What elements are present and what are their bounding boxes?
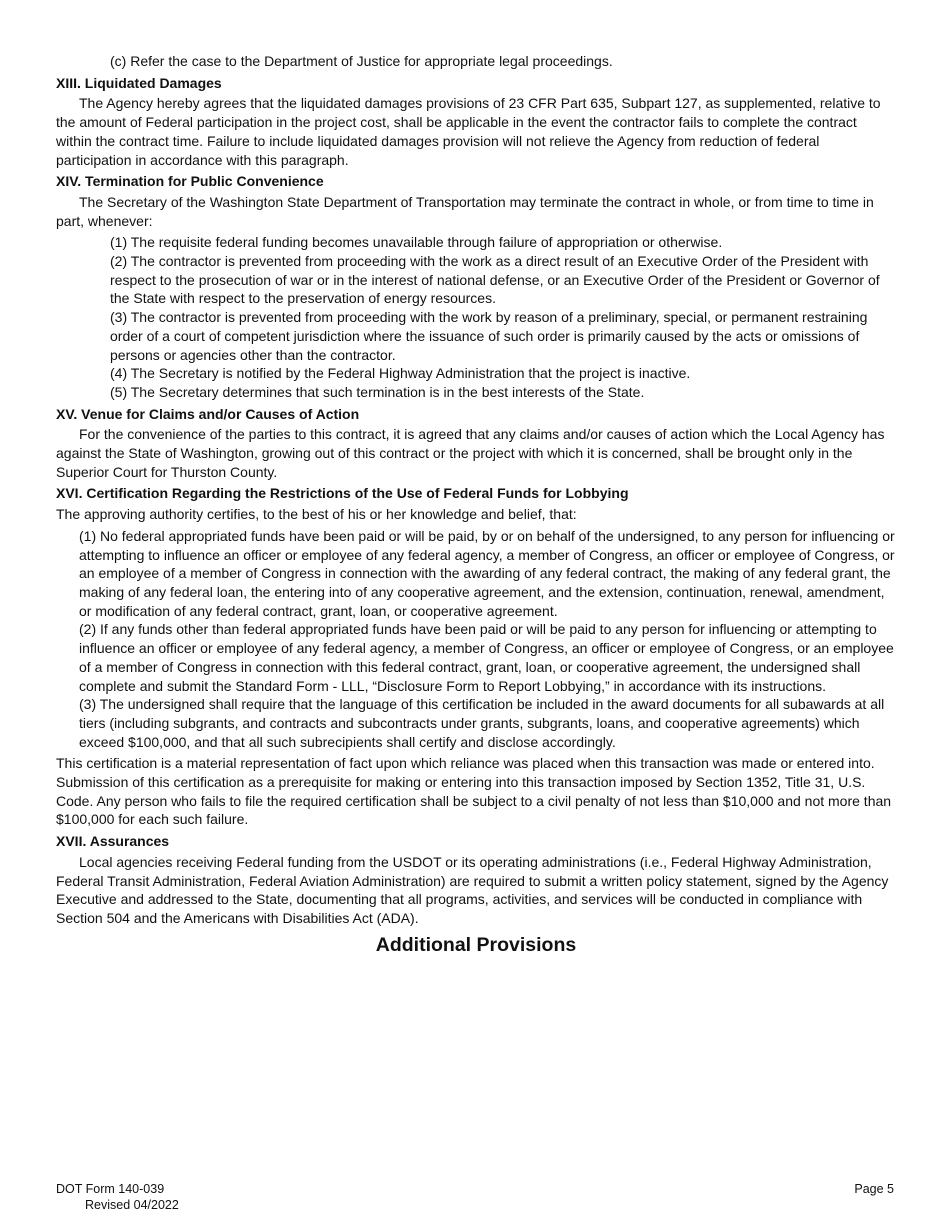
list-item: (3) The undersigned shall require that the language of this certification be included in the award documents for all subawards at all tiers (including subgrants, and contracts and subcontracts under grants, subgrants, loans, and cooperative agreements) which exceed $100,000, and that all such subrecipients shall certify and disclose accordingly.: [79, 696, 885, 750]
list-item: (5) The Secretary determines that such termination is in the best interests of the State.: [110, 383, 645, 400]
footer-revised: Revised 04/2022: [85, 1197, 179, 1212]
document-page: [56, 52, 896, 957]
list-item: (2) If any funds other than federal appropriated funds have been paid or will be paid to any person for influencing or attempting to influence an officer or employee of any federal agency, a member of Congress, an officer or employee of Congress, or an employee of a member of Congress in connection with this federal contract, grant, loan, or cooperative agreement, the undersigned shall complete and submit the Standard Form - LLL, “Disclosure Form to Report Lobbying,” in accordance with its instructions.: [79, 621, 894, 694]
footer-form-number: DOT Form 140-039: [56, 1182, 165, 1196]
section-xiii-body: The Agency hereby agrees that the liquidated damages provisions of 23 CFR Part 635, Subpart 127, as supplemented, relative to the amount of Federal participation in the project cost, shall be applicable in the event the contractor fails to complete the contract within the contract time. Failure to include liquidated damages provision will not relieve the Agency from reduction of federal participation in accordance with this paragraph.: [56, 95, 881, 168]
section-xvi-intro: The approving authority certifies, to the best of his or her knowledge and belief, that:: [56, 506, 577, 523]
footer-page-number: Page 5: [854, 1182, 894, 1196]
list-item: (3) The contractor is prevented from proceeding with the work by reason of a preliminary, special, or permanent restraining order of a court of competent jurisdiction where the issuance of such order is primarily caused by the acts or omissions of persons or agencies other than the contractor.: [110, 309, 868, 363]
list-item: (2) The contractor is prevented from proceeding with the work as a direct result of an Executive Order of the President with respect to the prosecution of war or in the interest of national defense, or an Executive Order of the President or Governor of the State with respect to the preservation of energy resources.: [110, 253, 880, 307]
footer-form-info: [56, 1182, 179, 1213]
section-xvi-closing: This certification is a material representation of fact upon which reliance was placed when this transaction was made or entered into. Submission of this certification as a prerequisite for making or entering into this transaction imposed by Section 1352, Title 31, U.S. Code. Any person who fails to file the required certification shall be subject to a civil penalty of not less than $10,000 and not more than $100,000 for each such failure.: [56, 755, 892, 828]
section-xiv-list: [56, 233, 896, 401]
section-xiii-title: XIII. Liquidated Damages: [56, 74, 222, 91]
section-xvi-title: XVI. Certification Regarding the Restrictions of the Use of Federal Funds for Lobbying: [56, 485, 629, 502]
list-item: (1) No federal appropriated funds have been paid or will be paid, by or on behalf of the undersigned, to any person for influencing or attempting to influence an officer or employee of any federal agency, a member of Congress, an officer or employee of Congress, or an employee of a member of Congress in connection with the awarding of any federal contract, the making of any federal grant, the making of any federal loan, the entering into of any cooperative agreement, and the extension, continuation, renewal, amendment, or modification of any federal contract, grant, loan, or cooperative agreement.: [79, 527, 895, 619]
section-xiv-title: XIV. Termination for Public Convenience: [56, 173, 324, 190]
list-item: (1) The requisite federal funding becomes unavailable through failure of appropriation or otherwise.: [110, 234, 723, 251]
section-xvii-title: XVII. Assurances: [56, 833, 170, 850]
section-xv-title: XV. Venue for Claims and/or Causes of Action: [56, 405, 360, 422]
section-xv-body: For the convenience of the parties to this contract, it is agreed that any claims and/or causes of action which the Local Agency has against the State of Washington, growing out of this contract or the project with which it is concerned, shall be brought only in the Superior Court for Thurston County.: [56, 426, 885, 480]
section-xiv-intro: The Secretary of the Washington State Department of Transportation may terminate the contract in whole, or from time to time in part, whenever:: [56, 193, 874, 229]
additional-provisions-title: Additional Provisions: [375, 933, 577, 956]
section-xii-item-c: (c) Refer the case to the Department of Justice for appropriate legal proceedings.: [110, 53, 613, 69]
list-item: (4) The Secretary is notified by the Federal Highway Administration that the project is inactive.: [110, 365, 691, 382]
section-xvii-body: Local agencies receiving Federal funding from the USDOT or its operating administrations (i.e., Federal Highway Administration, Federal Transit Administration, Federal Aviation Administration) are required to submit a written policy statement, signed by the Agency Executive and addressed to the State, documenting that all programs, activities, and services will be conducted in compliance with Section 504 and the Americans with Disabilities Act (ADA).: [56, 853, 889, 926]
section-xvi-list: [56, 527, 896, 751]
